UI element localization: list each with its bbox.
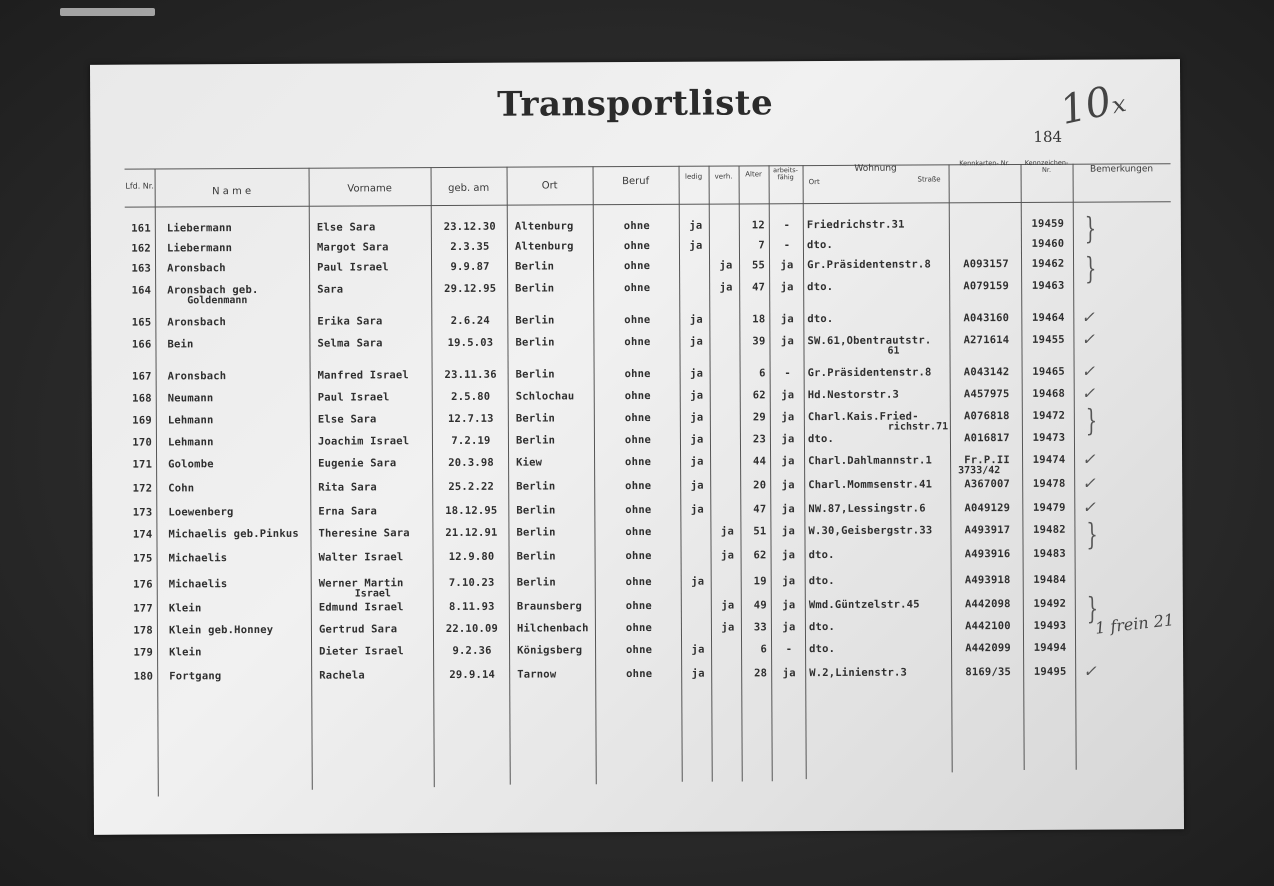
row-arbeitsfaehig: ja — [782, 549, 796, 562]
row-alter: 18 — [752, 313, 766, 326]
row-name: Klein — [169, 646, 202, 659]
row-number: 163 — [131, 262, 152, 275]
row-wohnung: dto. — [807, 312, 834, 326]
row-wohnung: Friedrichstr.31 — [806, 218, 905, 232]
header-geb-am: geb. am — [448, 182, 490, 194]
row-kennkarten-nr: A049129 — [964, 502, 1011, 515]
row-arbeitsfaehig: ja — [781, 503, 795, 516]
row-wohnung: dto. — [807, 432, 835, 446]
row-alter: 55 — [751, 259, 766, 272]
row-alter: 47 — [752, 281, 766, 294]
row-ledig: ja — [690, 367, 704, 380]
row-kennkarten-nr: A442098 — [964, 598, 1011, 611]
row-geb-am: 12.7.13 — [447, 412, 494, 425]
row-vorname: Walter Israel — [318, 551, 404, 564]
row-beruf: ohne — [624, 367, 651, 381]
row-number: 168 — [132, 392, 152, 405]
remark-check-mark: ✓ — [1081, 361, 1096, 381]
row-ledig: ja — [691, 667, 705, 680]
row-wohnung: dto. — [808, 574, 835, 588]
row-beruf: ohne — [625, 455, 652, 469]
row-kennkarten-nr: A076818 — [963, 410, 1010, 423]
row-kennkarten-nr: A493918 — [964, 574, 1011, 587]
row-kennzeichen-nr: 19460 — [1031, 237, 1065, 250]
row-name: Liebermann — [166, 242, 233, 255]
row-number: 166 — [131, 338, 152, 351]
row-kennkarten-nr: A079159 — [963, 280, 1010, 293]
row-name: Michaelis — [168, 578, 228, 591]
table-row — [91, 279, 1181, 307]
header-bottom-rule — [125, 201, 1171, 207]
row-alter: 6 — [760, 643, 768, 656]
row-ort: Hilchenbach — [516, 622, 589, 635]
row-ort: Berlin — [516, 504, 556, 517]
row-arbeitsfaehig: - — [785, 643, 793, 656]
header-name: N a m e — [212, 186, 252, 198]
row-kennkarten-nr: A043160 — [963, 312, 1010, 325]
row-number: 169 — [132, 414, 152, 427]
row-number: 179 — [133, 646, 154, 659]
row-beruf: ohne — [626, 667, 653, 681]
row-kennkarten-continued: 3733/42 — [958, 465, 1001, 477]
row-number: 161 — [131, 222, 151, 235]
row-kennzeichen-nr: 19473 — [1032, 431, 1066, 444]
row-vorname: Werner Martin — [318, 577, 404, 590]
row-arbeitsfaehig: - — [783, 219, 791, 232]
row-alter: 47 — [753, 503, 767, 516]
header-wohnung-strasse: Straße — [917, 175, 941, 184]
remark-brace-mark: } — [1085, 403, 1098, 439]
row-name: Klein geb.Honney — [168, 623, 274, 637]
row-number: 177 — [133, 602, 153, 615]
row-kennzeichen-nr: 19495 — [1033, 665, 1067, 678]
row-geb-am: 23.12.30 — [443, 220, 496, 234]
row-number: 178 — [133, 624, 153, 637]
row-arbeitsfaehig: ja — [781, 455, 795, 468]
row-geb-am: 7.2.19 — [451, 434, 491, 447]
row-number: 175 — [132, 552, 153, 565]
row-vorname: Paul Israel — [317, 261, 389, 274]
row-kennkarten-nr: 8169/35 — [965, 666, 1012, 679]
row-alter: 39 — [752, 335, 766, 348]
row-kennzeichen-nr: 19459 — [1031, 217, 1065, 230]
row-wohnung-continued: 61 — [887, 345, 900, 357]
row-geb-am: 9.9.87 — [450, 260, 490, 273]
table-row — [92, 473, 1182, 505]
transport-list-sheet — [90, 59, 1184, 835]
row-kennzeichen-nr: 19463 — [1031, 279, 1065, 292]
row-geb-am: 22.10.09 — [445, 622, 499, 636]
row-kennkarten-nr: A442100 — [965, 620, 1011, 633]
row-beruf: ohne — [623, 219, 650, 233]
row-wohnung: dto. — [807, 280, 834, 294]
row-ort: Berlin — [516, 480, 556, 493]
row-kennkarten-nr: A093157 — [963, 258, 1009, 271]
row-verh: ja — [719, 259, 733, 272]
row-number: 173 — [132, 506, 153, 519]
row-vorname: Paul Israel — [317, 391, 390, 404]
row-ledig: ja — [690, 455, 704, 468]
row-wohnung: NW.87,Lessingstr.6 — [808, 502, 926, 516]
row-kennzeichen-nr: 19462 — [1031, 257, 1065, 270]
row-kennzeichen-nr: 19492 — [1033, 597, 1067, 610]
row-wohnung: SW.61,Obentrautstr. — [807, 334, 932, 348]
row-number: 162 — [131, 242, 151, 255]
row-ort: Berlin — [515, 368, 555, 381]
row-arbeitsfaehig: ja — [781, 389, 795, 402]
row-name: Golombe — [168, 458, 214, 471]
row-ledig: ja — [689, 335, 703, 348]
row-vorname: Erna Sara — [318, 505, 378, 518]
header-alter: Alter — [745, 170, 762, 179]
row-ort: Berlin — [515, 260, 555, 273]
row-ort: Berlin — [515, 336, 555, 349]
row-wohnung: dto. — [809, 642, 836, 656]
row-geb-am: 29.9.14 — [449, 668, 496, 681]
row-ort: Berlin — [515, 282, 555, 295]
row-kennzeichen-nr: 19465 — [1032, 365, 1065, 378]
remark-check-mark: ✓ — [1083, 661, 1097, 681]
row-name: Loewenberg — [168, 506, 234, 519]
header-wohnung-ort: Ort — [808, 178, 820, 187]
row-name: Liebermann — [166, 222, 233, 235]
row-ledig: ja — [690, 389, 704, 402]
header-bemerkungen: Bemerkungen — [1090, 164, 1154, 175]
row-name: Michaelis geb.Pinkus — [168, 527, 299, 541]
row-wohnung: Charl.Kais.Fried- — [807, 410, 919, 424]
row-geb-am: 19.5.03 — [447, 336, 494, 349]
row-kennzeichen-nr: 19464 — [1031, 311, 1065, 324]
row-wohnung: Gr.Präsidentenstr.8 — [807, 258, 932, 272]
row-wohnung: dto. — [808, 548, 835, 562]
remark-check-mark: ✓ — [1081, 307, 1095, 327]
row-arbeitsfaehig: ja — [782, 575, 796, 588]
row-beruf: ohne — [624, 389, 651, 403]
row-geb-am: 20.3.98 — [448, 456, 494, 469]
row-beruf: ohne — [624, 281, 651, 295]
row-geb-am: 23.11.36 — [444, 368, 497, 382]
row-beruf: ohne — [623, 239, 651, 253]
row-geb-am: 12.9.80 — [448, 550, 495, 563]
row-name: Klein — [168, 602, 202, 615]
row-ledig: ja — [690, 503, 704, 516]
row-beruf: ohne — [625, 643, 653, 657]
remark-brace-mark: } — [1084, 211, 1097, 247]
row-name: Aronsbach geb. — [167, 283, 259, 297]
row-geb-am: 7.10.23 — [448, 576, 495, 589]
row-geb-am: 8.11.93 — [448, 600, 495, 613]
row-beruf: ohne — [624, 335, 651, 349]
row-kennkarten-nr: A493917 — [964, 524, 1011, 537]
row-vorname-continued: Israel — [354, 588, 391, 600]
row-alter: 12 — [751, 219, 765, 232]
row-number: 171 — [132, 458, 153, 471]
row-beruf: ohne — [625, 599, 652, 613]
row-wohnung: Hd.Nestorstr.3 — [807, 388, 900, 402]
row-vorname: Edmund Israel — [318, 601, 404, 614]
row-name: Fortgang — [169, 670, 222, 683]
remark-check-mark: ✓ — [1082, 449, 1096, 469]
row-wohnung: Gr.Präsidentenstr.8 — [807, 366, 932, 380]
row-alter: 6 — [759, 367, 766, 380]
row-verh: ja — [721, 621, 735, 634]
row-vorname: Else Sara — [316, 221, 376, 234]
row-beruf: ohne — [625, 479, 652, 493]
row-ledig: ja — [690, 479, 704, 492]
row-geb-am: 2.5.80 — [451, 390, 491, 403]
header-verh: verh. — [714, 172, 733, 181]
row-verh: ja — [721, 599, 735, 612]
row-geb-am: 2.3.35 — [450, 240, 490, 253]
row-ort: Tarnow — [517, 668, 557, 681]
row-arbeitsfaehig: ja — [781, 411, 795, 424]
row-name: Lehmann — [167, 436, 214, 449]
remark-brace-mark: } — [1086, 591, 1099, 627]
row-wohnung-continued: richstr.71 — [887, 421, 949, 433]
row-arbeitsfaehig: ja — [782, 667, 796, 680]
remark-check-mark: ✓ — [1082, 497, 1096, 517]
row-ledig: ja — [689, 239, 703, 252]
header-wohnung: Wohnung — [854, 163, 897, 174]
row-kennkarten-nr: A043142 — [963, 366, 1010, 379]
row-alter: 20 — [753, 479, 767, 492]
handwritten-remark: 1 frein 21 — [1094, 610, 1175, 638]
row-name-continued: Goldenmann — [187, 295, 248, 307]
row-kennkarten-nr: A271614 — [963, 334, 1010, 347]
row-vorname: Theresine Sara — [318, 527, 410, 540]
page-number: 184 — [1033, 127, 1063, 146]
row-name: Aronsbach — [167, 316, 227, 329]
table-row — [93, 547, 1183, 575]
row-wohnung: W.2,Linienstr.3 — [809, 666, 908, 680]
handwritten-number: 10ₓ — [1056, 75, 1130, 135]
film-edge-mark — [60, 8, 155, 16]
header-arbeitsfaehig: arbeits- fähig — [773, 166, 799, 182]
row-kennkarten-nr: A016817 — [964, 432, 1010, 445]
row-beruf: ohne — [624, 313, 651, 327]
row-name: Aronsbach — [167, 262, 226, 275]
row-arbeitsfaehig: ja — [780, 281, 794, 294]
row-number: 164 — [131, 284, 152, 297]
row-alter: 23 — [752, 433, 766, 446]
row-arbeitsfaehig: ja — [782, 621, 796, 634]
row-vorname: Manfred Israel — [317, 369, 409, 382]
row-arbeitsfaehig: ja — [780, 335, 794, 348]
row-vorname: Rita Sara — [318, 481, 377, 494]
row-ort: Berlin — [515, 412, 556, 425]
header-lfd-nr: Lfd. Nr. — [125, 181, 154, 191]
table-row — [91, 329, 1181, 361]
row-alter: 7 — [758, 239, 765, 252]
row-kennzeichen-nr: 19484 — [1033, 573, 1067, 586]
row-arbeitsfaehig: - — [784, 367, 791, 380]
row-kennzeichen-nr: 19479 — [1032, 501, 1066, 514]
row-ledig: ja — [690, 433, 704, 446]
row-geb-am: 25.2.22 — [448, 480, 495, 493]
row-vorname: Gertrud Sara — [318, 623, 398, 636]
row-alter: 44 — [752, 455, 767, 468]
row-number: 167 — [132, 370, 152, 383]
row-beruf: ohne — [625, 525, 652, 539]
row-name: Lehmann — [167, 414, 214, 427]
row-geb-am: 18.12.95 — [445, 504, 498, 518]
row-arbeitsfaehig: ja — [781, 479, 795, 492]
row-name: Cohn — [168, 482, 195, 495]
row-alter: 62 — [753, 549, 767, 562]
row-verh: ja — [720, 525, 734, 538]
row-alter: 62 — [752, 389, 766, 402]
row-kennzeichen-nr: 19455 — [1032, 333, 1065, 346]
row-alter: 49 — [753, 599, 767, 612]
remark-check-mark: ✓ — [1081, 329, 1095, 349]
row-number: 174 — [132, 528, 153, 541]
row-ort: Kiew — [516, 456, 543, 469]
row-kennzeichen-nr: 19483 — [1033, 547, 1066, 560]
row-beruf: ohne — [624, 411, 651, 425]
row-kennzeichen-nr: 19478 — [1032, 477, 1066, 490]
row-kennzeichen-nr: 19474 — [1032, 453, 1066, 466]
remark-brace-mark: } — [1084, 251, 1097, 287]
row-alter: 28 — [754, 667, 768, 680]
row-wohnung: dto. — [806, 238, 834, 252]
row-vorname: Erika Sara — [317, 315, 383, 328]
row-wohnung: W.30,Geisbergstr.33 — [808, 524, 933, 538]
row-ort: Berlin — [516, 526, 556, 539]
row-ledig: ja — [689, 219, 703, 232]
row-beruf: ohne — [625, 549, 652, 563]
table-row — [92, 517, 1182, 553]
row-wohnung: Charl.Dahlmannstr.1 — [808, 454, 933, 468]
row-number: 170 — [132, 436, 153, 449]
row-alter: 51 — [753, 525, 767, 538]
row-ledig: ja — [689, 313, 703, 326]
row-kennkarten-nr: A493916 — [964, 548, 1011, 561]
row-verh: ja — [721, 549, 735, 562]
document-title: Transportliste — [497, 83, 774, 125]
row-number: 176 — [133, 578, 153, 591]
row-verh: ja — [719, 281, 733, 294]
row-arbeitsfaehig: ja — [782, 599, 796, 612]
row-ledig: ja — [690, 411, 704, 424]
header-ledig: ledig — [685, 172, 703, 181]
row-kennkarten-nr: A367007 — [964, 478, 1011, 491]
row-geb-am: 21.12.91 — [445, 526, 498, 540]
row-name: Michaelis — [168, 552, 228, 565]
row-alter: 33 — [753, 621, 767, 634]
row-kennzeichen-nr: 19493 — [1033, 619, 1067, 632]
row-vorname: Dieter Israel — [319, 645, 404, 658]
row-beruf: ohne — [625, 503, 652, 517]
row-ledig: ja — [691, 643, 705, 656]
row-arbeitsfaehig: ja — [780, 259, 794, 272]
table-row — [92, 449, 1182, 481]
header-beruf: Beruf — [622, 175, 650, 188]
row-number: 172 — [132, 482, 153, 495]
row-vorname: Eugenie Sara — [318, 457, 397, 470]
row-alter: 29 — [752, 411, 766, 424]
row-ort: Braunsberg — [516, 600, 583, 613]
header-kennzeichen-nr: Kennzeichen- Nr. — [1024, 158, 1069, 175]
row-name: Neumann — [167, 392, 214, 405]
row-name: Aronsbach — [167, 370, 227, 383]
remark-brace-mark: } — [1086, 517, 1098, 553]
row-ort: Altenburg — [514, 220, 574, 233]
header-kennkarten-nr: Kennkarten- Nr. — [959, 159, 1010, 168]
row-beruf: ohne — [624, 433, 652, 447]
table-row — [93, 641, 1183, 669]
row-ort: Berlin — [515, 434, 556, 447]
row-ledig: ja — [691, 575, 705, 588]
row-beruf: ohne — [625, 621, 653, 635]
row-wohnung: Charl.Mommsenstr.41 — [808, 478, 933, 492]
remark-check-mark: ✓ — [1082, 473, 1096, 493]
row-ort: Berlin — [515, 314, 555, 327]
remark-check-mark: ✓ — [1081, 383, 1096, 403]
row-wohnung: dto. — [808, 620, 836, 634]
row-arbeitsfaehig: ja — [780, 313, 794, 326]
row-arbeitsfaehig: ja — [781, 433, 795, 446]
row-vorname: Rachela — [319, 669, 365, 682]
row-vorname: Margot Sara — [316, 241, 389, 254]
row-number: 180 — [133, 670, 154, 683]
row-beruf: ohne — [623, 259, 651, 273]
row-ort: Schlochau — [515, 390, 575, 403]
row-geb-am: 9.2.36 — [452, 644, 492, 657]
row-vorname: Joachim Israel — [317, 435, 410, 448]
row-ort: Königsberg — [517, 644, 583, 657]
row-kennkarten-nr: A442099 — [965, 642, 1011, 655]
table-row — [93, 573, 1183, 601]
row-vorname: Else Sara — [317, 413, 377, 426]
row-number: 165 — [131, 316, 152, 329]
row-kennzeichen-nr: 19468 — [1032, 387, 1066, 400]
row-arbeitsfaehig: - — [783, 239, 791, 252]
row-beruf: ohne — [625, 575, 652, 589]
table-row — [93, 661, 1183, 693]
row-ort: Altenburg — [514, 240, 574, 253]
row-vorname: Sara — [317, 283, 344, 296]
row-ort: Berlin — [516, 576, 556, 589]
row-kennkarten-nr: Fr.P.II — [964, 454, 1010, 467]
row-vorname: Selma Sara — [317, 337, 383, 350]
row-arbeitsfaehig: ja — [781, 525, 795, 538]
row-ort: Berlin — [516, 550, 556, 563]
row-kennzeichen-nr: 19482 — [1033, 523, 1066, 536]
header-ort: Ort — [541, 180, 558, 192]
row-name: Bein — [167, 338, 194, 351]
row-wohnung: Wmd.Güntzelstr.45 — [808, 598, 920, 612]
row-kennzeichen-nr: 19472 — [1032, 409, 1066, 422]
row-kennzeichen-nr: 19494 — [1033, 641, 1067, 654]
row-alter: 19 — [753, 575, 767, 588]
row-kennkarten-nr: A457975 — [963, 388, 1010, 401]
row-geb-am: 29.12.95 — [444, 282, 497, 296]
header-vorname: Vorname — [347, 183, 392, 195]
row-geb-am: 2.6.24 — [450, 314, 490, 327]
